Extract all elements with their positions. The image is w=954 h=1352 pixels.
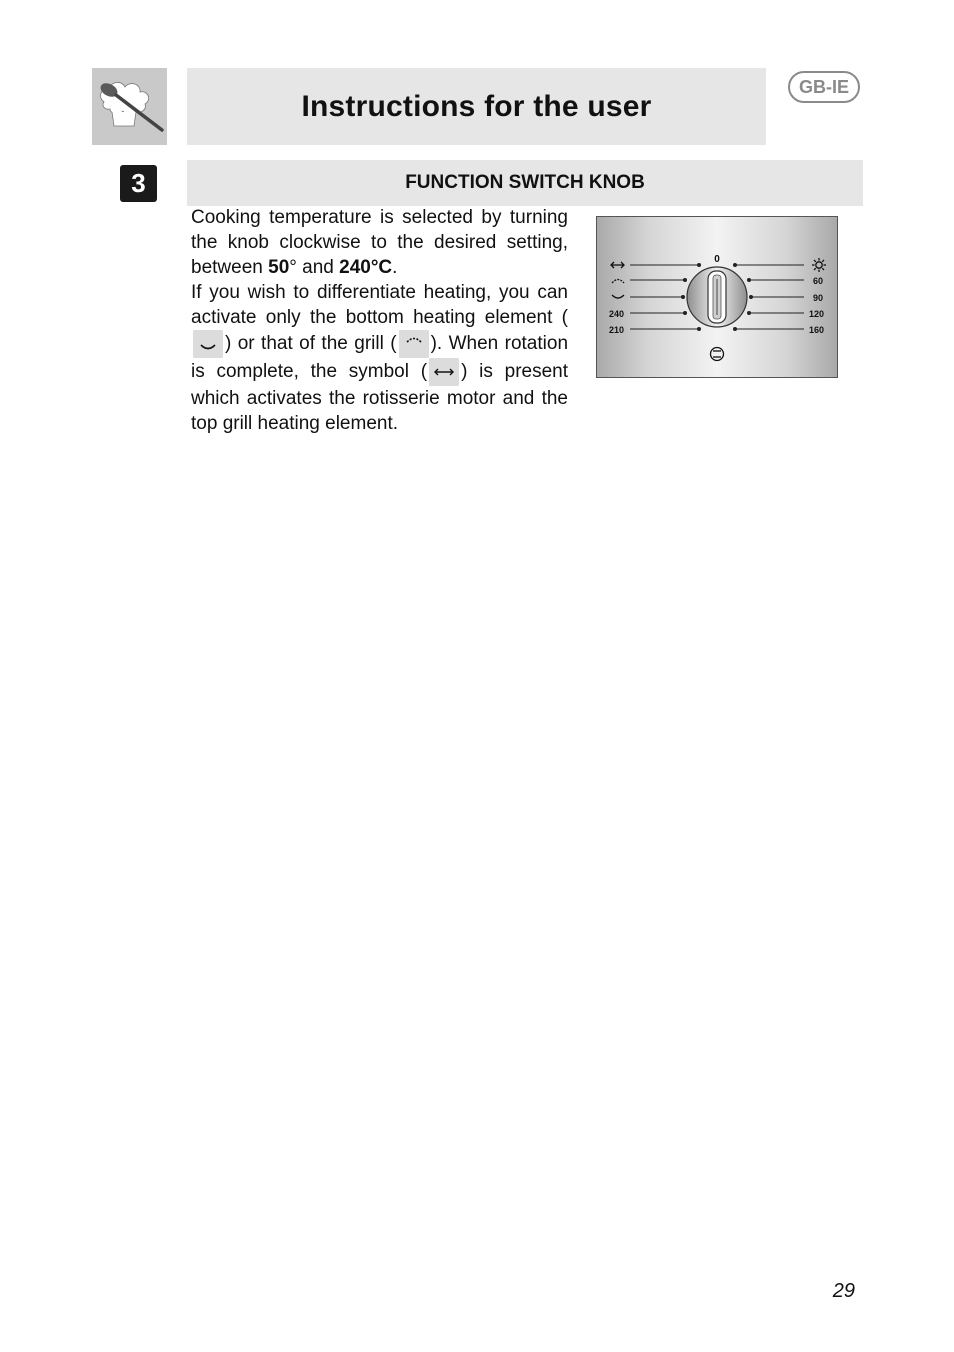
text-span: If you wish to differentiate heating, you can activate only the bottom heating element ( (191, 282, 568, 328)
title-bar (187, 68, 766, 145)
knob-label-210: 210 (609, 325, 625, 335)
knob-diagram (596, 216, 838, 378)
chef-logo (92, 68, 167, 145)
paragraph-temperature (191, 205, 568, 280)
text-span: ). When rotation is complete, the symbol ( (191, 333, 569, 383)
text-span: ) is present which activates the rotisserie motor and the top grill heating element. (191, 361, 569, 434)
knob-label-160: 160 (809, 325, 825, 335)
section-heading-bar (187, 160, 863, 206)
body-text (191, 205, 568, 436)
knob-label-90: 90 (813, 293, 824, 303)
knob-label-0: 0 (714, 254, 720, 265)
rotisserie-icon (429, 358, 459, 386)
grill-icon (399, 330, 429, 358)
paragraph-functions (191, 280, 568, 436)
light-icon (812, 258, 826, 272)
text-span: Cooking temperature is selected by turning the knob clockwise to the desired setting, between (191, 207, 568, 278)
section-heading: FUNCTION SWITCH KNOB (405, 172, 645, 193)
knob-label-120: 120 (809, 309, 825, 319)
section-number-badge: 3 (120, 165, 157, 202)
text-span: ) or that of the grill ( (225, 333, 397, 355)
max-temperature: 240°C (339, 257, 393, 278)
chef-hat-spoon-icon (92, 68, 167, 145)
min-temperature: 50 (268, 257, 290, 278)
text-span: ° and (289, 257, 340, 278)
knob-label-60: 60 (813, 276, 824, 286)
oven-function-icon (711, 348, 724, 361)
function-knob-illustration (597, 217, 837, 377)
page-title: Instructions for the user (301, 89, 652, 123)
knob-label-240: 240 (609, 309, 625, 319)
bottom-heating-icon (193, 330, 223, 358)
page-number: 29 (832, 1280, 855, 1302)
language-badge: GB-IE (788, 71, 860, 103)
text-span: . (392, 257, 398, 278)
